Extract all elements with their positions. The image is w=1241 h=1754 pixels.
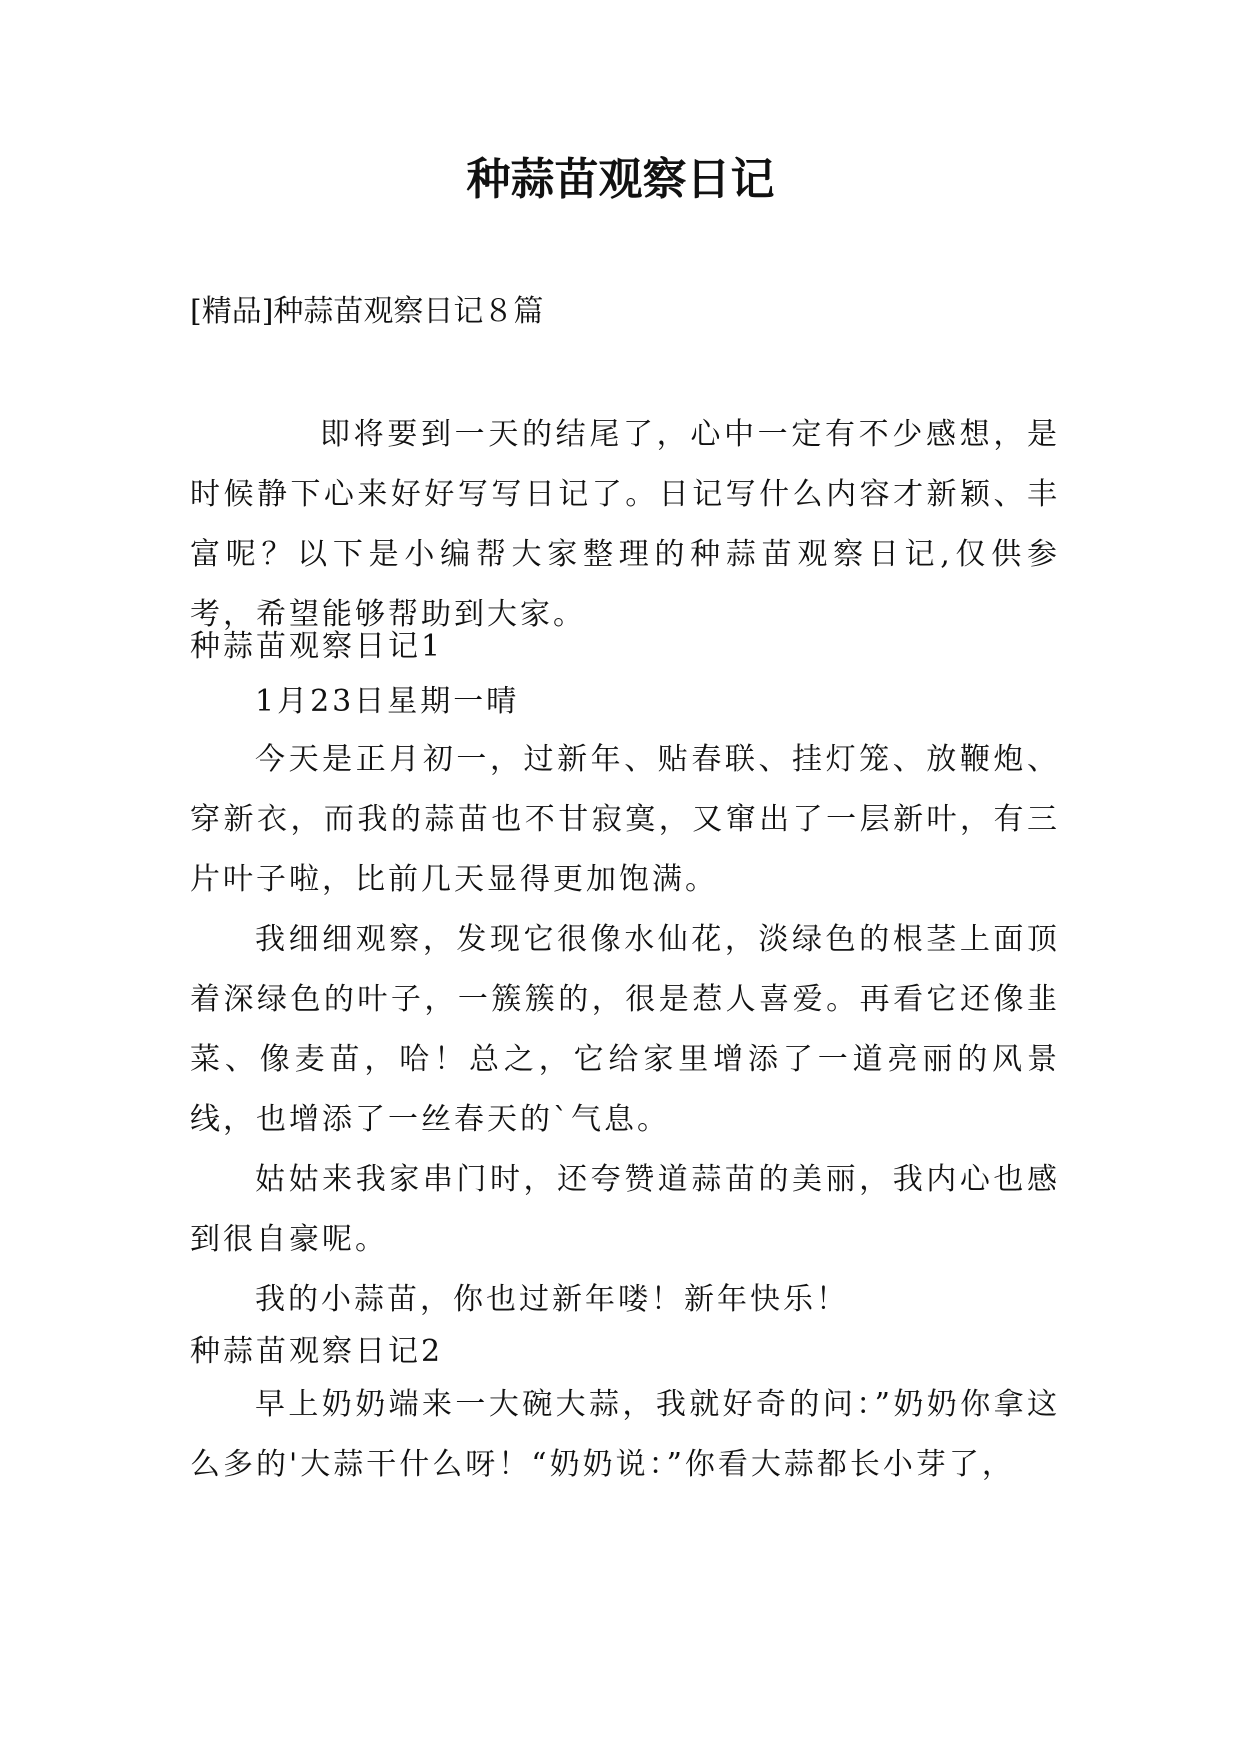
entry-1-date: 1月23日星期一晴 (255, 684, 520, 719)
entry-1-heading: 种蒜苗观察日记1 (190, 629, 444, 664)
entry-1-paragraph-2: 我细细观察，发现它很像水仙花，淡绿色的根茎上面顶着深绿色的叶子，一簇簇的，很是惹人喜爱。再看它还像韭菜、像麦苗，哈！总之，它给家里增添了一道亮丽的风景线，也增添了一丝春天的`气息。 (190, 922, 1060, 1137)
entry-1-paragraph-4: 我的小蒜苗，你也过新年喽！新年快乐！ (255, 1282, 849, 1317)
document-title: 种蒜苗观察日记 (466, 154, 775, 205)
entry-2-heading: 种蒜苗观察日记2 (190, 1334, 444, 1369)
document-subtitle: [精品]种蒜苗观察日记８篇 (190, 294, 544, 329)
entry-2-paragraph-1: 早上奶奶端来一大碗大蒜，我就好奇的问：”奶奶你拿这么多的'大蒜干什么呀！“奶奶说：”你看大蒜都长小芽了， (190, 1387, 1060, 1482)
intro-paragraph: 即将要到一天的结尾了，心中一定有不少感想，是时候静下心来好好写写日记了。日记写什么内容才新颖、丰富呢？以下是小编帮大家整理的种蒜苗观察日记,仅供参考，希望能够帮助到大家。 (190, 417, 1060, 632)
entry-1-paragraph-1: 今天是正月初一，过新年、贴春联、挂灯笼、放鞭炮、穿新衣，而我的蒜苗也不甘寂寞，又窜出了一层新叶，有三片叶子啦，比前几天显得更加饱满。 (190, 742, 1060, 897)
entry-1-paragraph-3: 姑姑来我家串门时，还夸赞道蒜苗的美丽，我内心也感到很自豪呢。 (190, 1162, 1060, 1257)
